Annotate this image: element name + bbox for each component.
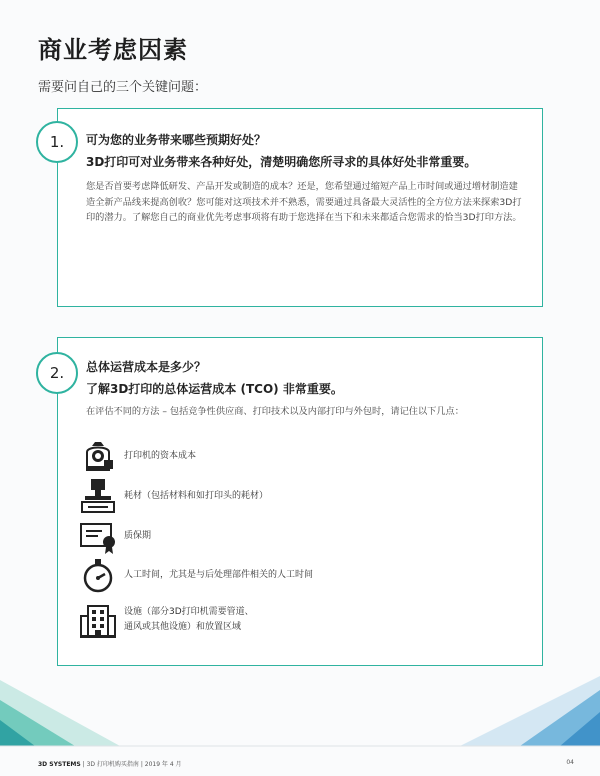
cost-item-label: 质保期 — [124, 530, 152, 541]
question-title-1: 可为您的业务带来哪些预期好处？ — [86, 133, 267, 147]
warranty-certificate-icon — [78, 516, 118, 556]
footer-brand: 3D SYSTEMS — [38, 761, 81, 768]
question-body-2: 在评估不同的方法 – 包括竞争性供应商、打印技术以及内部打印与外包时，请记住以下几点： — [86, 406, 464, 417]
page-title: 商业考虑因素 — [38, 36, 188, 64]
page-number: 04 — [566, 759, 574, 766]
question-subtitle-1: 3D打印可对业务带来各种好处，清楚明确您所寻求的具体好处非常重要。 — [86, 155, 477, 169]
cost-item-capital — [78, 436, 196, 476]
stopwatch-icon — [78, 555, 118, 595]
cost-item-warranty — [78, 516, 151, 556]
number-badge-2: 2. — [36, 352, 78, 394]
building-icon — [78, 600, 118, 640]
number-badge-1: 1. — [36, 121, 78, 163]
cost-item-labor — [78, 555, 313, 595]
money-bag-icon — [78, 436, 118, 476]
question-card-2 — [49, 337, 543, 666]
question-card-1 — [49, 108, 543, 307]
footer — [38, 759, 182, 768]
cost-item-label: 人工时间，尤其是与后处理部件相关的人工时间 — [124, 569, 314, 580]
printhead-material-icon — [78, 476, 118, 516]
cost-item-label: 打印机的资本成本 — [124, 450, 197, 461]
cost-item-label: 耗材（包括材料和如打印头的耗材） — [124, 490, 269, 501]
question-title-2: 总体运营成本是多少？ — [86, 360, 207, 374]
page-subtitle: 需要问自己的三个关键问题： — [38, 80, 208, 95]
question-subtitle-2: 了解3D打印的总体运营成本 (TCO) 非常重要。 — [86, 382, 343, 396]
question-body-1: 您是否首要考虑降低研发、产品开发或制造的成本？还是，您希望通过缩短产品上市时间或通过增材制造建造全新产品线来提高创收？您可能对这项技术并不熟悉，需要通过具备最大灵活性的全方位方法来探索3D打印的潜力。了解您自己的商业优先考虑事项将有助于您选择在当下和未来都适合您需求的恰当3D打印方法。 — [86, 181, 522, 223]
cost-item-consumables — [78, 476, 268, 516]
cost-item-facilities — [78, 600, 254, 640]
cost-item-label: 设施（部分3D打印机需要管道、 通风或其他设施）和放置区域 — [124, 607, 254, 632]
footer-text: | 3D 打印机购买指南 | 2019 年 4 月 — [82, 761, 182, 768]
